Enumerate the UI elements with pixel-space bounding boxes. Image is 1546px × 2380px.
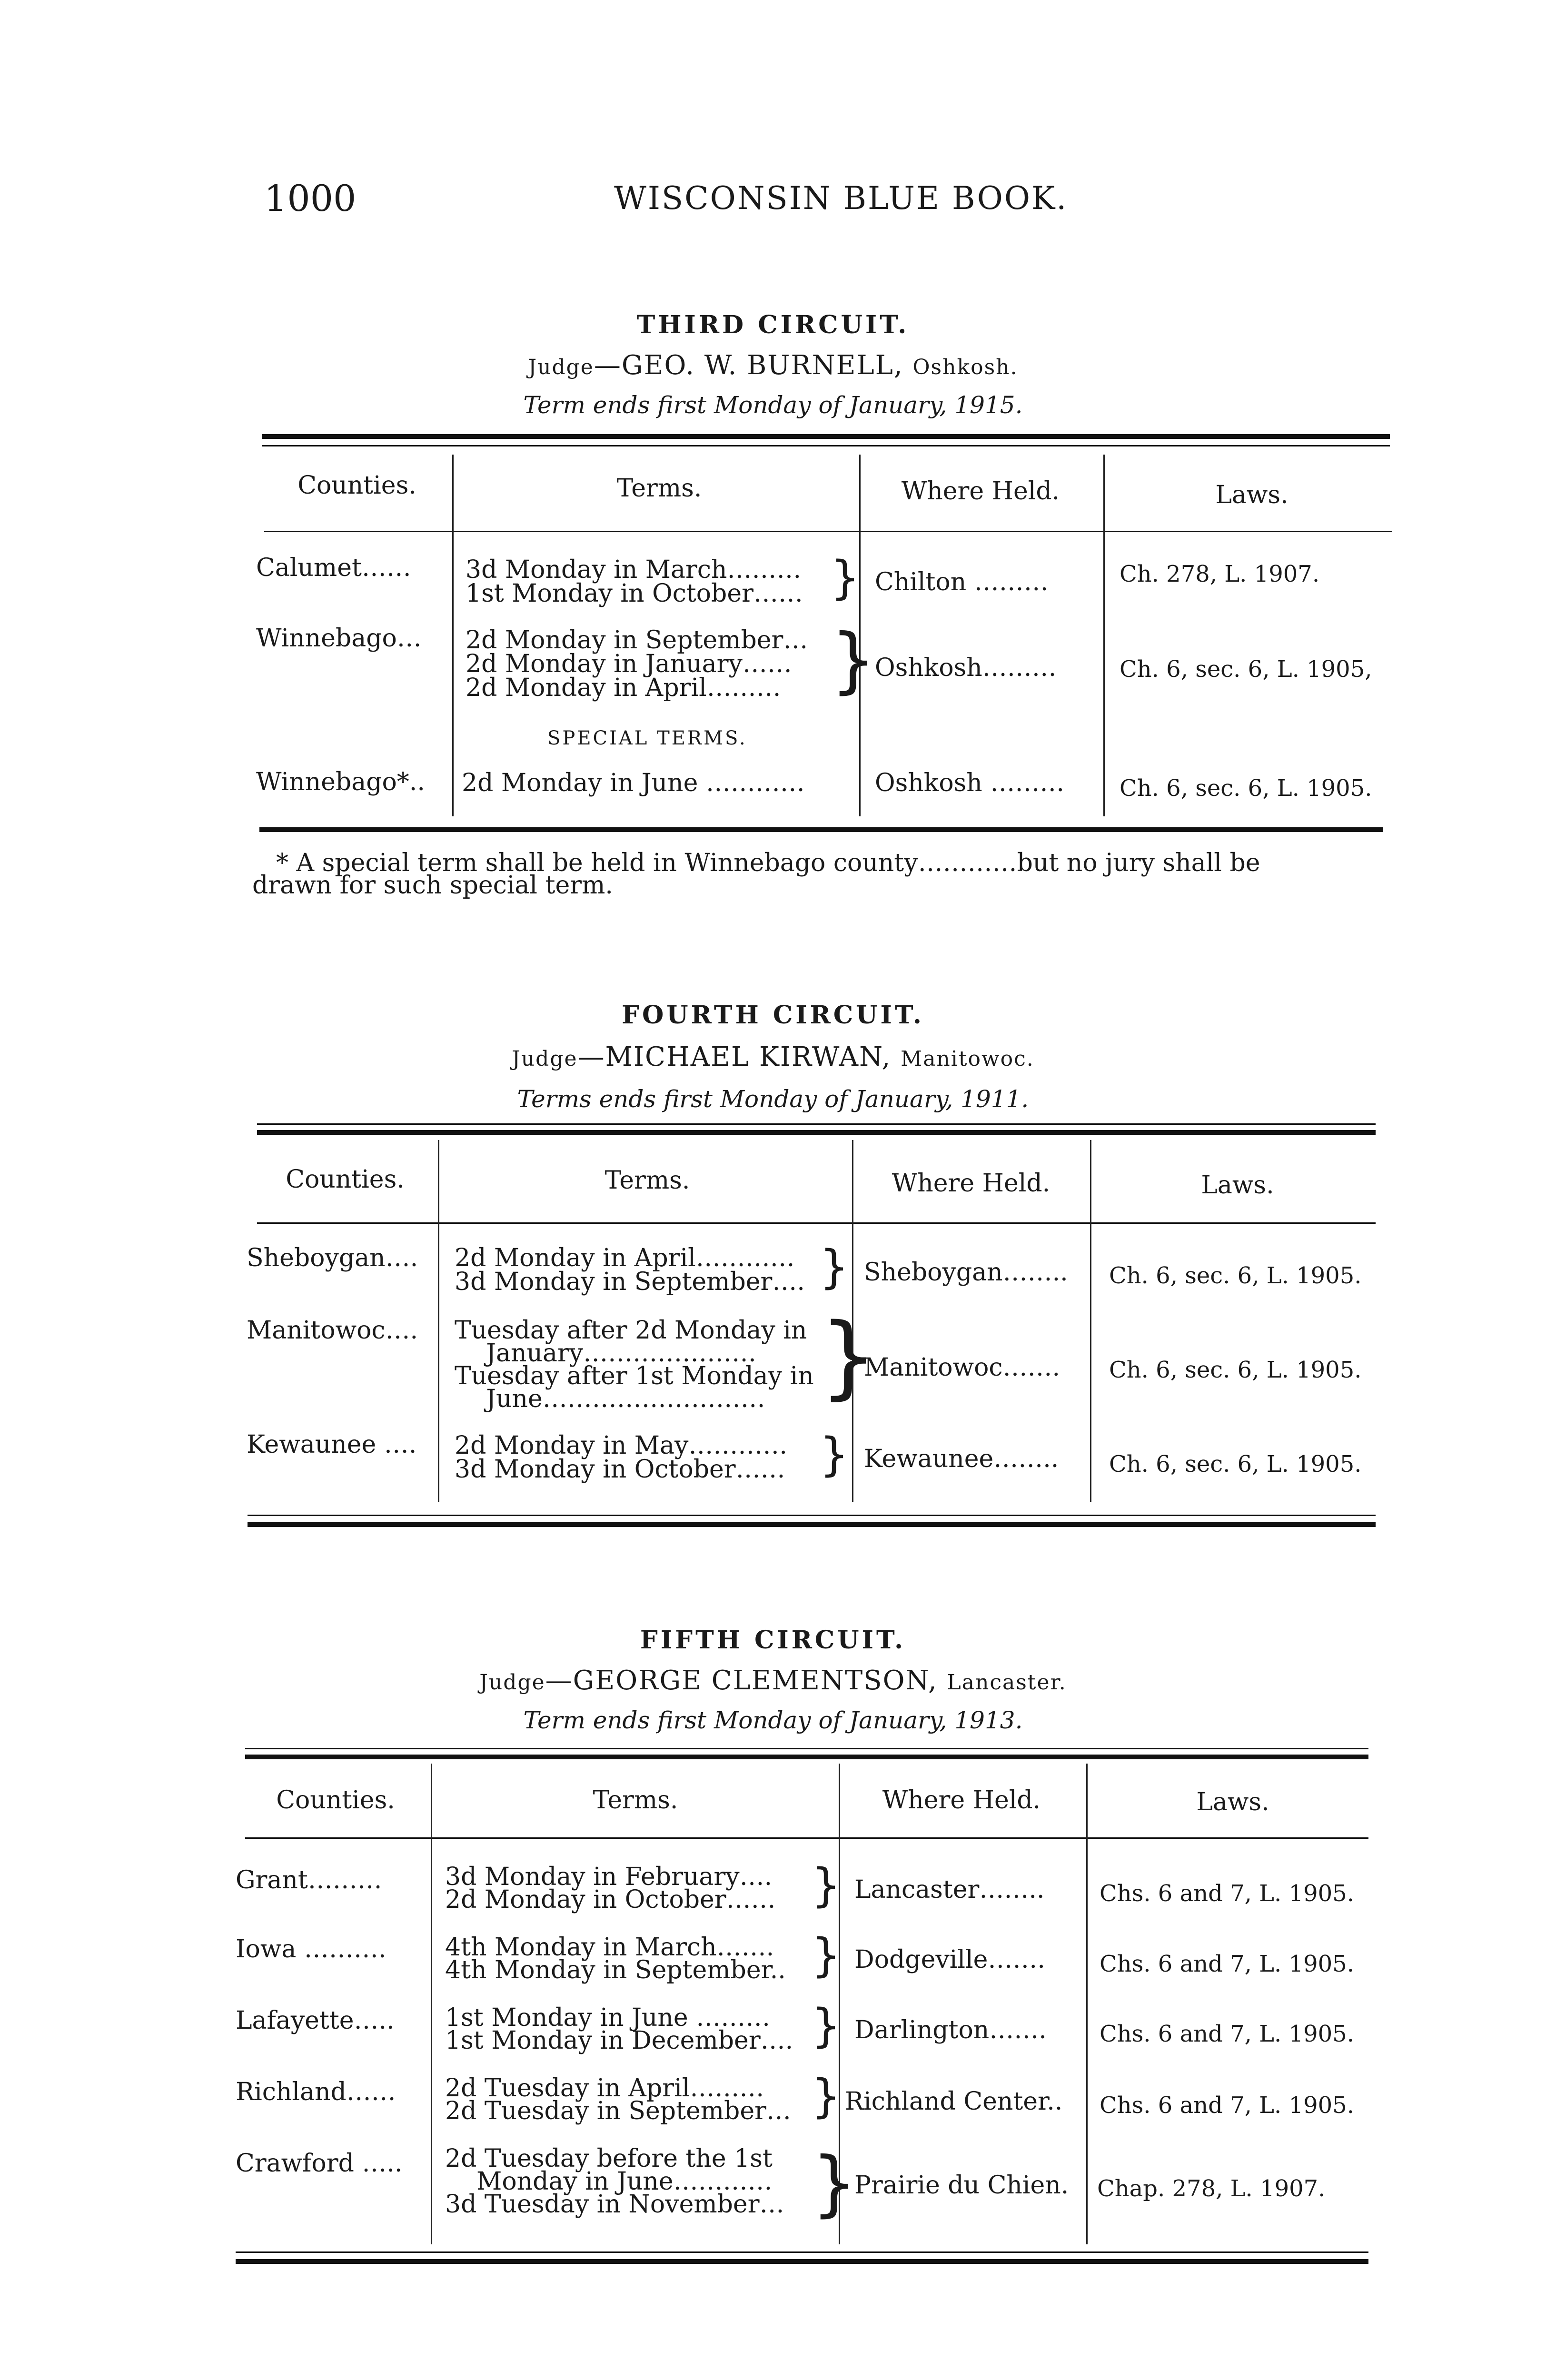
header-rule xyxy=(257,1222,1376,1224)
col-header-terms: Terms. xyxy=(593,1786,678,1815)
county-winnebago-special: Winnebago*.. xyxy=(256,768,425,796)
table-top-rule xyxy=(257,1130,1376,1135)
judge-name: —MICHAEL KIRWAN, xyxy=(577,1041,901,1072)
column-divider xyxy=(438,1140,439,1502)
table-top-rule-thin xyxy=(257,1123,1376,1125)
law-citation: Chs. 6 and 7, L. 1905. xyxy=(1100,2092,1354,2119)
section-title: FIFTH CIRCUIT. xyxy=(640,1626,906,1655)
col-header-counties: Counties. xyxy=(297,471,416,500)
term-line: Tuesday after 1st Monday in xyxy=(455,1362,814,1390)
footnote-line: drawn for such special term. xyxy=(252,871,613,900)
term-line: January………………… xyxy=(455,1339,757,1368)
column-divider xyxy=(1090,1140,1091,1502)
column-divider xyxy=(431,1764,432,2244)
judge-line xyxy=(0,1665,1546,1696)
place-oshkosh: Oshkosh ……… xyxy=(875,769,1065,797)
place-lancaster: Lancaster…….. xyxy=(854,1875,1045,1904)
county-grant: Grant……… xyxy=(236,1866,382,1894)
column-divider xyxy=(1103,455,1105,816)
judge-name: —GEO. W. BURNELL, xyxy=(594,350,913,381)
col-header-terms: Terms. xyxy=(605,1166,690,1195)
column-divider xyxy=(1086,1764,1088,2244)
term-line: 2d Monday in October…… xyxy=(445,1885,776,1914)
term-line: 2d Monday in September… xyxy=(466,626,808,654)
col-header-counties: Counties. xyxy=(286,1165,405,1194)
brace-icon: } xyxy=(820,1428,849,1481)
term-line: 1st Monday in June ……… xyxy=(445,2003,771,2032)
judge-prefix: Judge xyxy=(512,1047,578,1071)
county-iowa: Iowa ………. xyxy=(236,1935,386,1964)
term-line: Term ends first Monday of January, 1915. xyxy=(523,391,1023,419)
brace-icon: } xyxy=(812,1859,841,1912)
judge-line xyxy=(0,350,1546,381)
brace-icon: } xyxy=(820,1240,849,1294)
col-header-terms: Terms. xyxy=(616,474,702,503)
place-richland-center: Richland Center.. xyxy=(845,2087,1063,2116)
header-rule xyxy=(264,531,1392,532)
term-line: 2d Monday in June ………… xyxy=(462,769,805,797)
county-lafayette: Lafayette….. xyxy=(236,2006,395,2035)
term-line: 2d Tuesday in September… xyxy=(445,2097,791,2125)
law-citation: Ch. 6, sec. 6, L. 1905. xyxy=(1109,1262,1362,1289)
term-line: 4th Monday in September.. xyxy=(445,1956,786,1984)
judge-prefix: Judge xyxy=(479,1670,545,1695)
law-citation: Ch. 6, sec. 6, L. 1905. xyxy=(1109,1451,1362,1478)
place-prairie-du-chien: Prairie du Chien. xyxy=(854,2171,1069,2200)
table-top-rule xyxy=(262,434,1390,439)
col-header-where-held: Where Held. xyxy=(901,477,1060,506)
term-line: 3d Tuesday in November… xyxy=(445,2190,784,2219)
col-header-where-held: Where Held. xyxy=(882,1786,1041,1815)
term-line: June……………………… xyxy=(455,1385,765,1413)
law-citation: Ch. 278, L. 1907. xyxy=(1120,561,1320,587)
law-citation: Chs. 6 and 7, L. 1905. xyxy=(1100,1880,1354,1907)
place-manitowoc: Manitowoc……. xyxy=(864,1353,1060,1382)
footnote-line: * A special term shall be held in Winnebago county…………but no jury shall be xyxy=(276,849,1260,877)
term-line: 1st Monday in October…… xyxy=(466,579,803,608)
judge-name: —GEORGE CLEMENTSON, xyxy=(545,1665,947,1696)
county-calumet: Calumet…… xyxy=(256,554,411,582)
header-rule xyxy=(245,1837,1368,1839)
term-line: Monday in June………… xyxy=(445,2167,773,2196)
column-divider xyxy=(452,455,454,816)
table-bottom-rule-thin xyxy=(248,1515,1376,1516)
col-header-laws: Laws. xyxy=(1215,481,1288,509)
place-sheboygan: Sheboygan…….. xyxy=(864,1258,1068,1287)
county-crawford: Crawford ….. xyxy=(236,2149,403,2178)
place-darlington: Darlington……. xyxy=(854,2016,1047,2044)
law-citation: Ch. 6, sec. 6, L. 1905, xyxy=(1120,656,1372,683)
table-bottom-rule xyxy=(236,2259,1368,2264)
col-header-counties: Counties. xyxy=(276,1786,395,1815)
judge-city: Oshkosh. xyxy=(912,355,1018,379)
law-citation: Chap. 278, L. 1907. xyxy=(1097,2175,1326,2202)
col-header-where-held: Where Held. xyxy=(892,1169,1050,1198)
brace-icon: } xyxy=(812,1999,841,2053)
brace-icon: } xyxy=(831,619,876,702)
place-oshkosh: Oshkosh……… xyxy=(875,654,1057,682)
page-number: 1000 xyxy=(264,177,357,219)
section-title: THIRD CIRCUIT. xyxy=(636,310,910,339)
term-line: 2d Tuesday before the 1st xyxy=(445,2144,773,2173)
term-line: Terms ends first Monday of January, 1911. xyxy=(517,1085,1029,1113)
term-line: 2d Monday in April………… xyxy=(455,1244,795,1272)
section-title: FOURTH CIRCUIT. xyxy=(622,1001,924,1030)
place-kewaunee: Kewaunee…….. xyxy=(864,1445,1059,1473)
term-line: 2d Monday in January…… xyxy=(466,650,792,678)
judge-line xyxy=(0,1041,1546,1072)
running-title: WISCONSIN BLUE BOOK. xyxy=(614,180,1068,217)
term-line: 3d Monday in October…… xyxy=(455,1455,785,1484)
term-line: 3d Monday in September…. xyxy=(455,1268,805,1296)
law-citation: Ch. 6, sec. 6, L. 1905. xyxy=(1120,775,1372,802)
law-citation: Chs. 6 and 7, L. 1905. xyxy=(1100,1951,1354,1977)
term-line: 3d Monday in February…. xyxy=(445,1863,773,1891)
judge-city: Manitowoc. xyxy=(901,1047,1034,1071)
col-header-laws: Laws. xyxy=(1196,1788,1269,1816)
term-line: Term ends first Monday of January, 1913. xyxy=(523,1706,1023,1734)
brace-icon: } xyxy=(812,2142,857,2225)
special-terms-label: SPECIAL TERMS. xyxy=(547,727,747,749)
brace-icon: } xyxy=(812,2070,841,2123)
table-bottom-rule-thin xyxy=(236,2251,1368,2253)
table-top-rule xyxy=(245,1755,1368,1759)
law-citation: Chs. 6 and 7, L. 1905. xyxy=(1100,2021,1354,2047)
table-top-rule-thin xyxy=(245,1748,1368,1749)
table-bottom-rule xyxy=(248,1522,1376,1527)
term-line: 3d Monday in March……… xyxy=(466,555,802,584)
county-richland: Richland…… xyxy=(236,2078,396,2106)
judge-prefix: Judge xyxy=(528,355,594,379)
term-line: Tuesday after 2d Monday in xyxy=(455,1316,807,1345)
term-line: 1st Monday in December…. xyxy=(445,2026,793,2055)
place-dodgeville: Dodgeville……. xyxy=(854,1945,1045,1974)
brace-icon: } xyxy=(812,1929,841,1982)
county-sheboygan: Sheboygan…. xyxy=(247,1244,418,1272)
place-chilton: Chilton ……… xyxy=(875,568,1049,596)
term-line: 4th Monday in March……. xyxy=(445,1933,774,1962)
term-line: 2d Monday in May………… xyxy=(455,1431,788,1460)
county-manitowoc: Manitowoc…. xyxy=(247,1316,418,1345)
law-citation: Ch. 6, sec. 6, L. 1905. xyxy=(1109,1357,1362,1383)
brace-icon: } xyxy=(820,1304,877,1409)
col-header-laws: Laws. xyxy=(1201,1171,1274,1200)
county-kewaunee: Kewaunee …. xyxy=(247,1430,417,1459)
table-bottom-rule xyxy=(259,827,1383,832)
term-line: 2d Monday in April……… xyxy=(466,674,781,702)
brace-icon: } xyxy=(831,551,860,605)
term-line: 2d Tuesday in April……… xyxy=(445,2074,764,2102)
county-winnebago: Winnebago… xyxy=(256,624,422,653)
table-top-rule-thin xyxy=(262,445,1390,446)
judge-city: Lancaster. xyxy=(947,1670,1067,1695)
